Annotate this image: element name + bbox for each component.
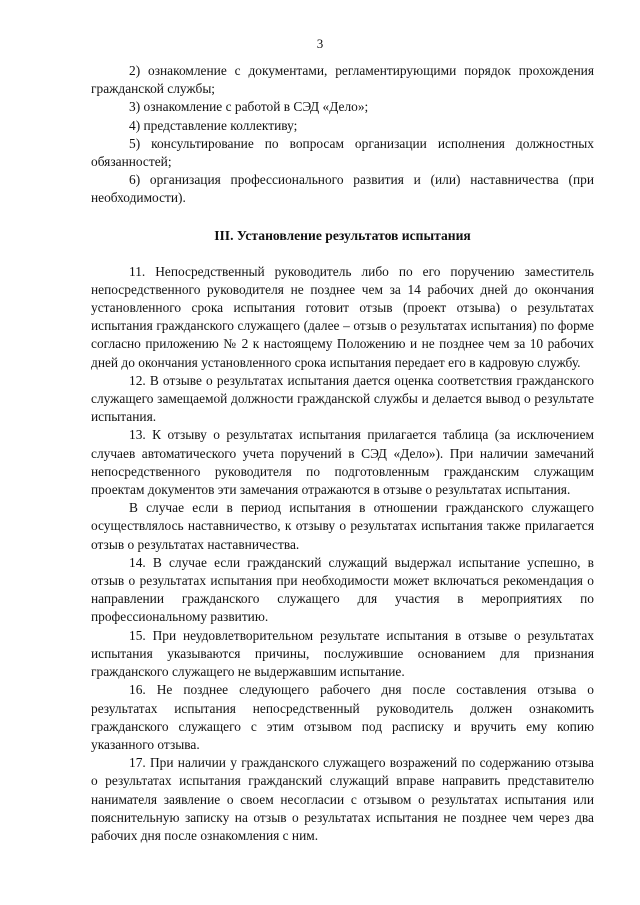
paragraph-12: 12. В отзыве о результатах испытания дается оценка соответствия гражданского служащего замещаемой должности гражданской службы и делается вывод о результате испытания. <box>91 372 594 425</box>
list-items <box>91 62 594 208</box>
list-item: 6) организация профессионального развития и (или) наставничества (при необходимости). <box>91 172 594 206</box>
paragraph-14: 14. В случае если гражданский служащий выдержал испытание успешно, в отзыв о результатах испытания при необходимости может включаться рекомендация о направлении гражданского служащего для участия в мероприятиях по профессиональному развитию. <box>91 554 594 625</box>
section-body <box>91 263 594 846</box>
list-item: 2) ознакомление с документами, регламентирующими порядок прохождения гражданской службы; <box>91 63 594 97</box>
section-heading: III. Установление результатов испытания <box>214 227 471 243</box>
list-item: 5) консультирование по вопросам организации исполнения должностных обязанностей; <box>91 135 594 170</box>
paragraph-11: 11. Непосредственный руководитель либо по его поручению заместитель непосредственного руководителя не позднее чем за 14 рабочих дней до окончания установленного срока испытания готовит отзыв (проект отзыва) о результатах испытания гражданского служащего (далее – отзыв о результатах испытания) по форме согласно приложению № 2 к настоящему Положению и не позднее чем за 10 рабочих дней до окончания установленного срока испытания передает его в кадровую службу. <box>91 263 594 370</box>
list-item: 4) представление коллективу; <box>129 117 298 133</box>
document-body <box>91 62 594 845</box>
paragraph-13: 13. К отзыву о результатах испытания прилагается таблица (за исключением случаев автоматического учета поручений в СЭД «Дело»). При наличии замечаний непосредственного руководителя по подготовленным гражданским служащим проектам документов эти замечания отражаются в отзыве о результатах испытания. <box>91 427 594 498</box>
page-number: 3 <box>316 36 324 51</box>
list-item: 3) ознакомление с работой в СЭД «Дело»; <box>129 99 369 115</box>
paragraph-16: 16. Не позднее следующего рабочего дня после составления отзыва о результатах испытания непосредственный руководитель должен ознакомить гражданского служащего с этим отзывом под расписку и вручить ему копию указанного отзыва. <box>91 682 594 752</box>
paragraph-13-continued: В случае если в период испытания в отношении гражданского служащего осуществлялось наставничество, к отзыву о результатах испытания также прилагается отзыв о результатах наставничества. <box>91 500 594 552</box>
paragraph-17: 17. При наличии у гражданского служащего возражений по содержанию отзыва о результатах испытания гражданский служащий вправе направить представителю нанимателя заявление о своем несогласии с отзывом о результатах испытания или пояснительную записку на отзыв о результатах испытания не позднее чем через два рабочих дня после ознакомления с ним. <box>91 755 594 843</box>
paragraph-15: 15. При неудовлетворительном результате испытания в отзыве о результатах испытания указываются причины, послужившие основанием для признания гражданского служащего не выдержавшим испытание. <box>91 627 594 680</box>
